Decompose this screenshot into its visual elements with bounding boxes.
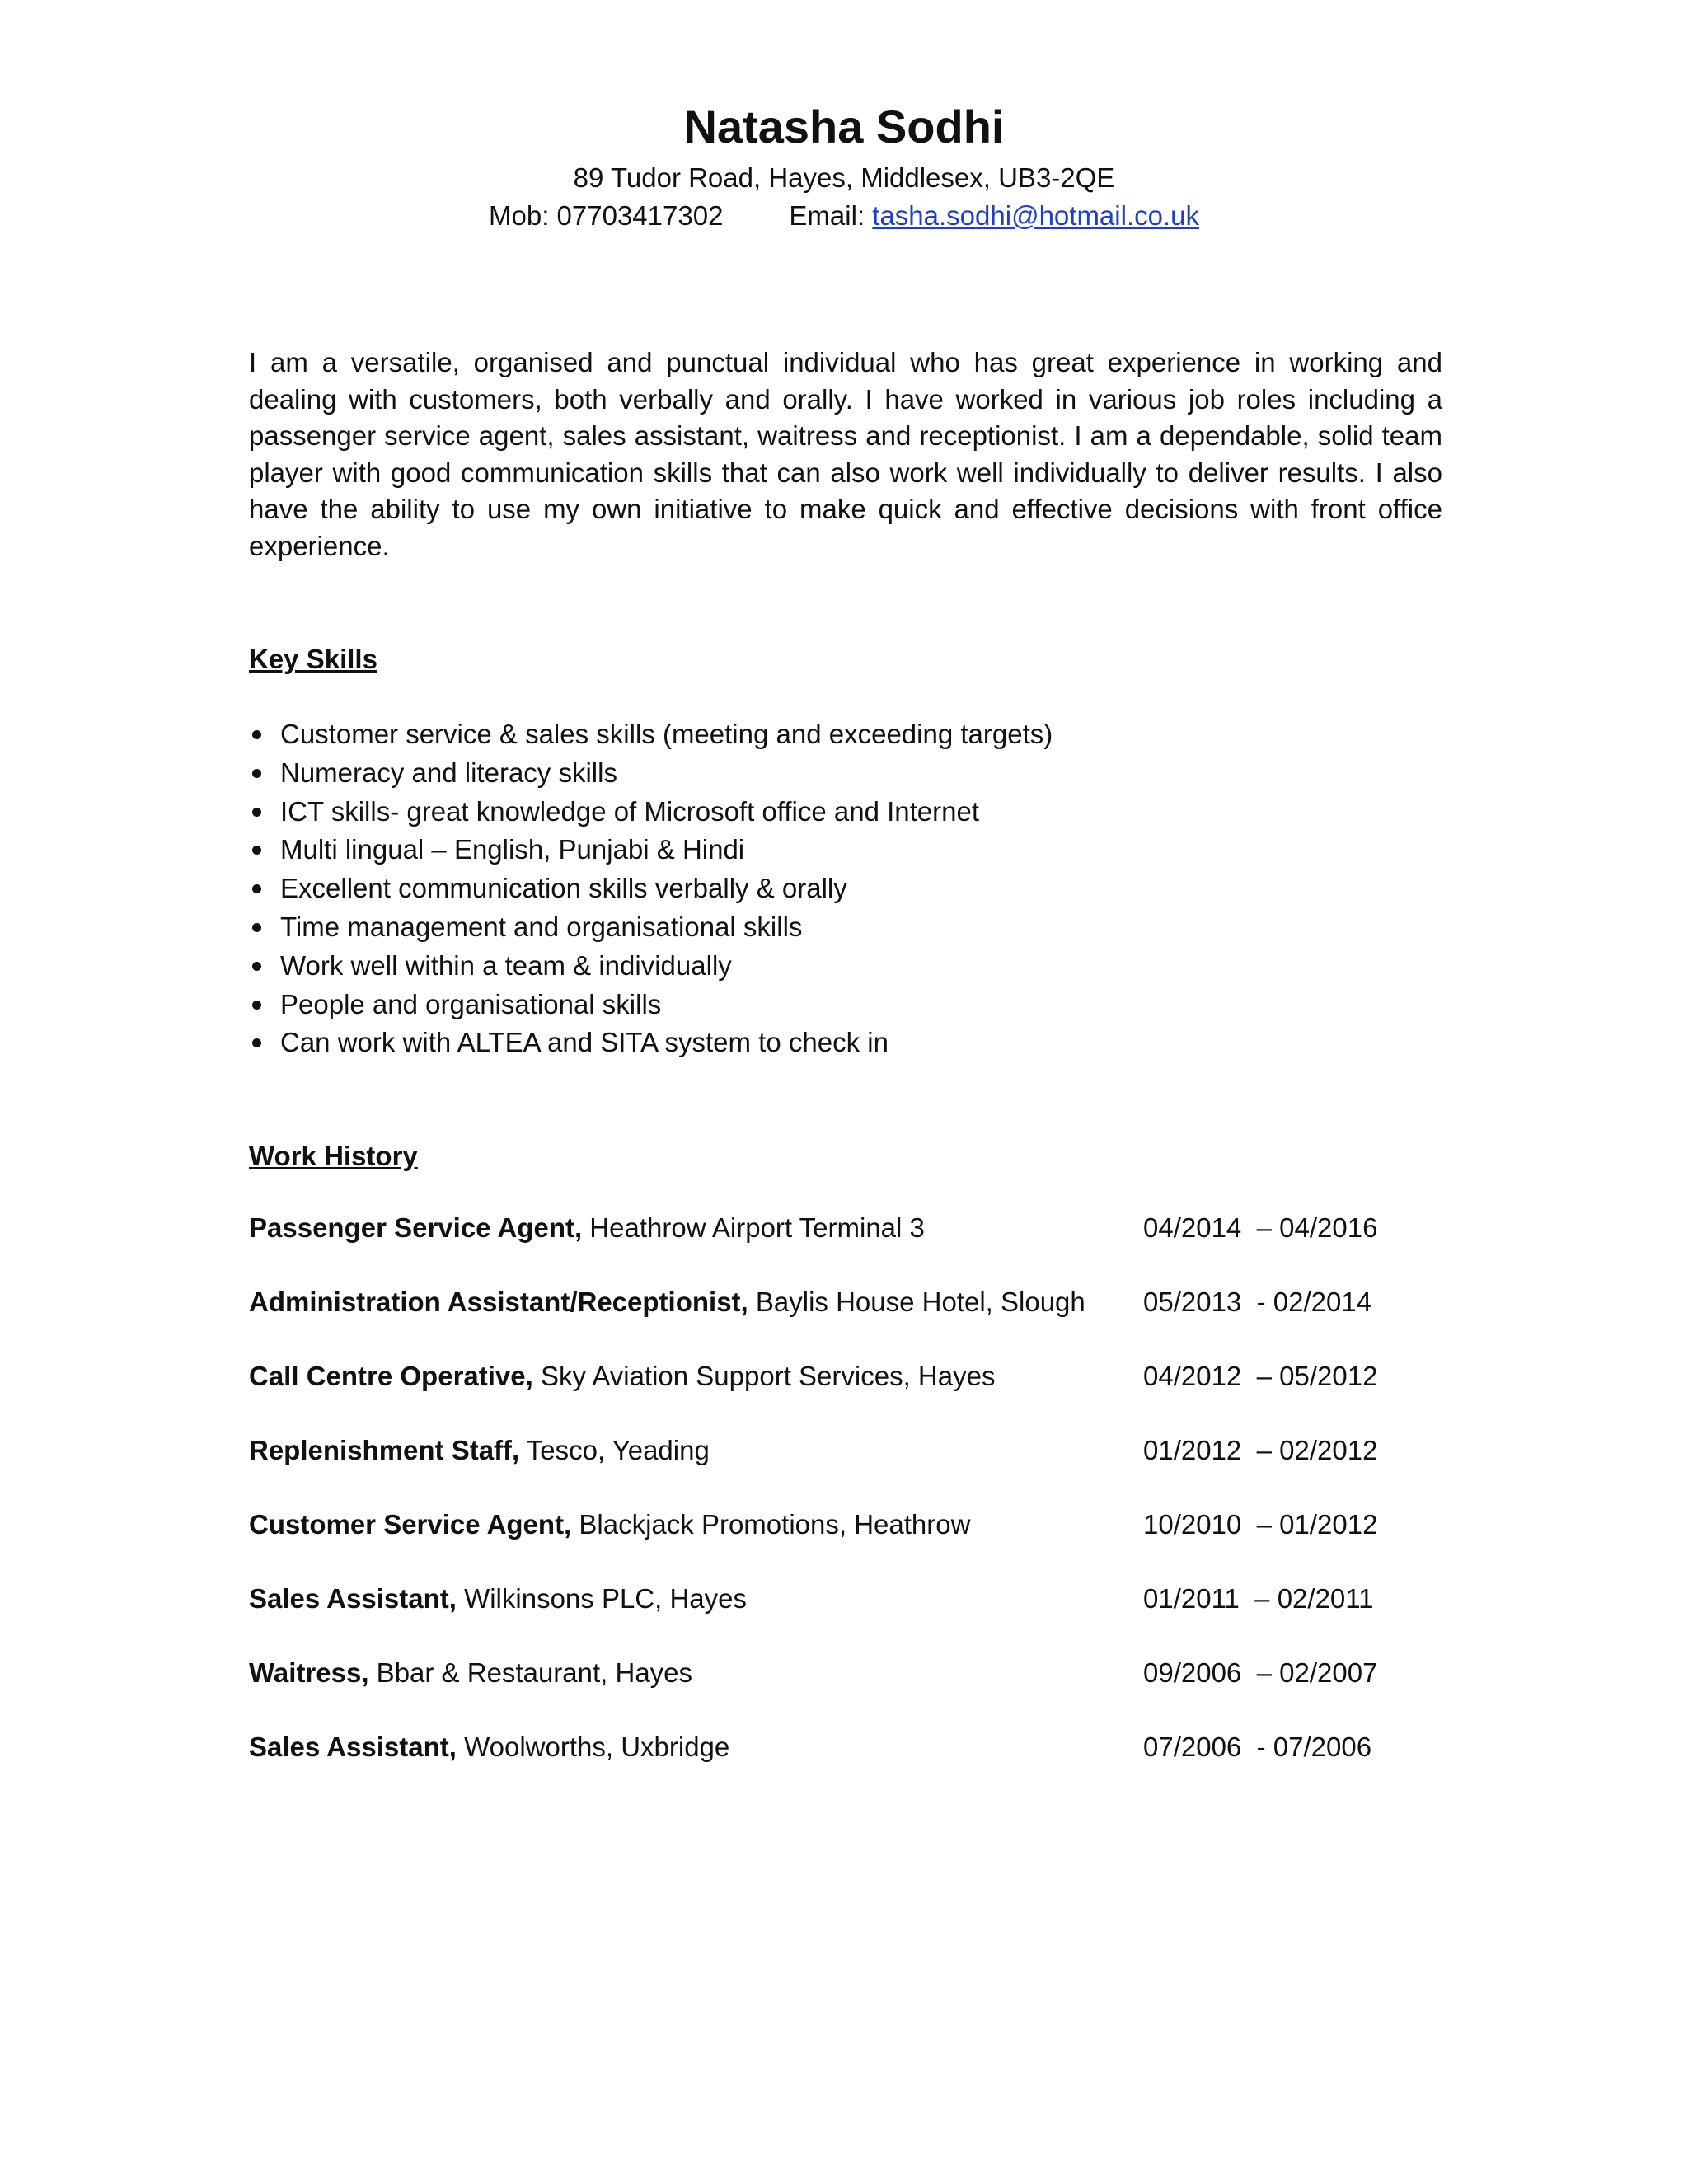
job-dates: 01/2011 – 02/2011 bbox=[1143, 1583, 1374, 1614]
skill-item bbox=[249, 793, 1403, 832]
key-skills-list bbox=[249, 715, 1403, 1062]
job-employer: Tesco, Yeading bbox=[519, 1435, 710, 1465]
bullet-icon bbox=[252, 962, 261, 971]
skill-text: Can work with ALTEA and SITA system to check in bbox=[280, 1027, 889, 1058]
job-employer: Blackjack Promotions, Heathrow bbox=[571, 1509, 971, 1540]
job-dates: 04/2014 – 04/2016 bbox=[1143, 1212, 1378, 1243]
skill-text: ICT skills- great knowledge of Microsoft office and Internet bbox=[280, 795, 980, 827]
bullet-icon bbox=[252, 923, 261, 932]
job-entry bbox=[249, 1432, 1442, 1507]
job-title: Call Centre Operative, bbox=[249, 1361, 533, 1391]
job-title: Administration Assistant/Receptionist, bbox=[249, 1286, 748, 1317]
bullet-icon bbox=[252, 1038, 261, 1047]
key-skills-heading: Key Skills bbox=[249, 644, 377, 674]
skill-item bbox=[249, 869, 1403, 908]
contact-line bbox=[0, 198, 1688, 234]
job-dates: 07/2006 - 07/2006 bbox=[1143, 1732, 1372, 1762]
work-history-heading: Work History bbox=[249, 1141, 418, 1171]
skill-item bbox=[249, 986, 1403, 1024]
skill-item bbox=[249, 947, 1403, 986]
job-title: Replenishment Staff, bbox=[249, 1435, 520, 1465]
job-title: Passenger Service Agent, bbox=[249, 1212, 583, 1243]
skill-text: Work well within a team & individually bbox=[280, 949, 732, 981]
job-title: Sales Assistant, bbox=[249, 1583, 457, 1614]
job-entry bbox=[249, 1358, 1442, 1432]
job-entry bbox=[249, 1729, 1442, 1803]
bullet-icon bbox=[252, 884, 261, 893]
mobile-number: Mob: 07703417302 bbox=[489, 200, 724, 231]
skill-item bbox=[249, 1024, 1403, 1062]
skill-text: Numeracy and literacy skills bbox=[280, 757, 617, 788]
job-entry bbox=[249, 1284, 1442, 1358]
skill-item bbox=[249, 754, 1403, 793]
email-label: Email: bbox=[789, 200, 873, 231]
skill-item bbox=[249, 715, 1403, 754]
skill-text: Excellent communication skills verbally & orally bbox=[280, 873, 847, 904]
bullet-icon bbox=[252, 730, 261, 739]
bullet-icon bbox=[252, 808, 261, 817]
skill-item bbox=[249, 831, 1403, 869]
job-employer: Woolworths, Uxbridge bbox=[456, 1732, 730, 1762]
email-link[interactable]: tasha.sodhi@hotmail.co.uk bbox=[872, 200, 1199, 231]
job-dates: 05/2013 - 02/2014 bbox=[1143, 1286, 1372, 1317]
job-employer: Wilkinsons PLC, Hayes bbox=[456, 1583, 748, 1614]
work-history-list bbox=[249, 1210, 1442, 1803]
bullet-icon bbox=[252, 846, 261, 855]
job-employer: Sky Aviation Support Services, Hayes bbox=[532, 1361, 996, 1391]
skill-text: Customer service & sales skills (meeting and exceeding targets) bbox=[280, 719, 1053, 749]
job-dates: 04/2012 – 05/2012 bbox=[1143, 1361, 1378, 1391]
job-employer: Baylis House Hotel, Slough bbox=[748, 1286, 1085, 1317]
skill-text: Time management and organisational skills bbox=[280, 911, 803, 942]
skill-text: People and organisational skills bbox=[280, 988, 662, 1019]
personal-summary: I am a versatile, organised and punctual individual who has great experience in working and dealing with customers, both verbally and orally. I have worked in various job roles including a passenger service agent, sales assistant, waitress and receptionist. I am a dependable, solid team player with good communication skills that can also work well individually to deliver results. I also have the ability to use my own initiative to make quick and effective decisions with front office experience. bbox=[249, 347, 1442, 561]
job-dates: 10/2010 – 01/2012 bbox=[1143, 1509, 1378, 1540]
resume-header bbox=[0, 97, 1688, 234]
job-entry bbox=[249, 1210, 1442, 1284]
job-employer: Heathrow Airport Terminal 3 bbox=[582, 1212, 925, 1243]
job-title: Waitress, bbox=[249, 1657, 369, 1688]
job-entry bbox=[249, 1581, 1442, 1655]
skill-item bbox=[249, 908, 1403, 947]
job-dates: 09/2006 – 02/2007 bbox=[1143, 1657, 1378, 1688]
job-employer: Bbar & Restaurant, Hayes bbox=[368, 1657, 693, 1688]
job-entry bbox=[249, 1507, 1442, 1581]
skill-text: Multi lingual – English, Punjabi & Hindi bbox=[280, 834, 745, 865]
candidate-name: Natasha Sodhi bbox=[683, 101, 1005, 152]
job-entry bbox=[249, 1655, 1442, 1729]
job-title: Sales Assistant, bbox=[249, 1732, 457, 1762]
bullet-icon bbox=[252, 769, 261, 778]
job-dates: 01/2012 – 02/2012 bbox=[1143, 1435, 1378, 1465]
address-line: 89 Tudor Road, Hayes, Middlesex, UB3-2QE bbox=[573, 162, 1115, 193]
bullet-icon bbox=[252, 1001, 261, 1010]
job-title: Customer Service Agent, bbox=[249, 1509, 572, 1540]
